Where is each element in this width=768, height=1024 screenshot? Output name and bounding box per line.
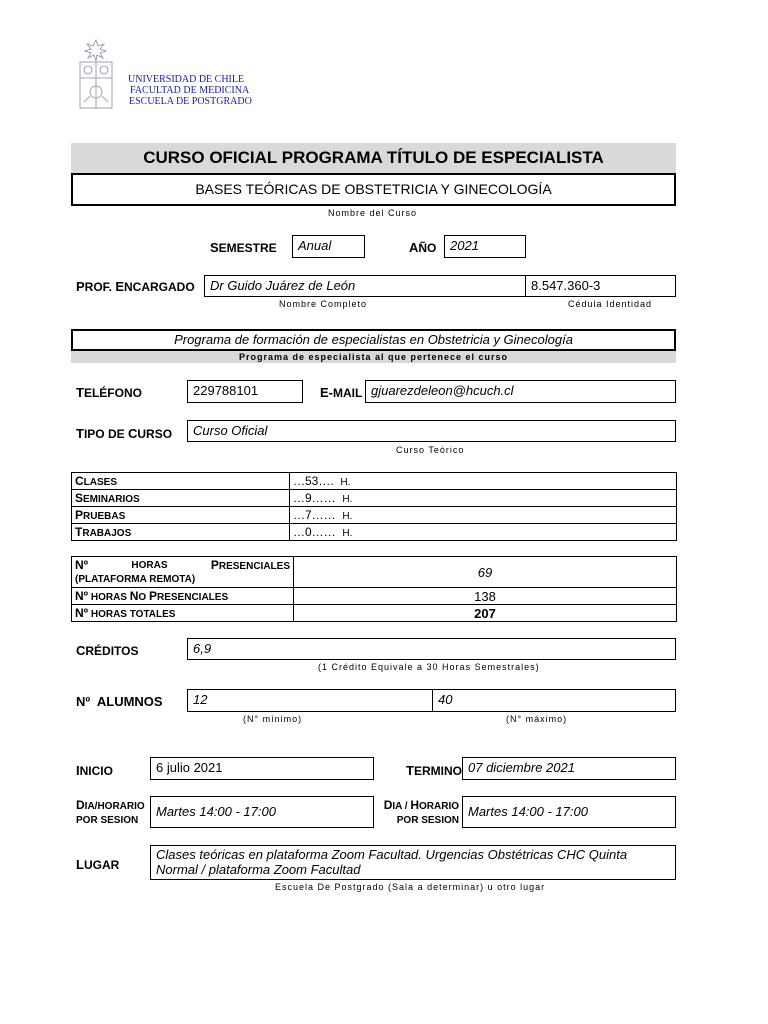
- students-min-caption: (N° mínimo): [243, 714, 303, 724]
- phone-field[interactable]: 229788101: [187, 380, 303, 403]
- activities-table: [71, 472, 677, 541]
- table-row: PRUEBAS …7…… H.: [72, 507, 677, 524]
- course-type-field[interactable]: Curso Oficial: [187, 420, 676, 442]
- program-value: Programa de formación de especialistas en Obstetricia y Ginecología: [174, 332, 573, 347]
- credits-field[interactable]: 6,9: [187, 638, 676, 660]
- hours-table: [71, 556, 677, 622]
- course-name: BASES TEÓRICAS DE OBSTETRICIA Y GINECOLOGÍA: [195, 181, 552, 197]
- institution-header: [128, 74, 252, 107]
- schedule-left-label: DIA/HORARIO POR SESION: [76, 798, 145, 826]
- schedule-right-label: DIA / HORARIO POR SESION: [383, 798, 459, 826]
- table-row: Nº HORAS PRESENCIALES (PLATAFORMA REMOTA) 69: [72, 557, 677, 588]
- start-field[interactable]: 6 julio 2021: [150, 757, 374, 780]
- program-caption-bar: Programa de especialista al que pertenece el curso: [71, 351, 676, 363]
- schedule-right-field[interactable]: Martes 14:00 - 17:00: [462, 796, 676, 828]
- students-label: Nº ALUMNOS: [76, 694, 163, 709]
- students-max-caption: (N° máximo): [506, 714, 568, 724]
- table-row: SEMINARIOS …9…… H.: [72, 490, 677, 507]
- course-name-caption: Nombre del Curso: [328, 208, 418, 218]
- year-label: AÑO: [409, 240, 437, 255]
- professor-id-caption: Cédula Identidad: [568, 299, 653, 309]
- students-max-field[interactable]: 40: [432, 689, 676, 712]
- course-name-box: [71, 173, 676, 206]
- place-line-1: Clases teóricas en plataforma Zoom Facultad. Urgencias Obstétricas CHC Quinta: [156, 847, 628, 862]
- email-label: E-MAIL: [320, 385, 363, 400]
- professor-label: PROF. ENCARGADO: [76, 279, 195, 294]
- semester-field[interactable]: Anual: [292, 235, 365, 258]
- place-caption: Escuela De Postgrado (Sala a determinar) u otro lugar: [275, 882, 546, 892]
- credits-label: CRÉDITOS: [76, 643, 139, 658]
- place-label: LUGAR: [76, 857, 120, 872]
- table-row: Nº HORAS NO PRESENCIALES 138: [72, 588, 677, 605]
- school-name: ESCUELA DE POSTGRADO: [129, 96, 252, 107]
- professor-id-field[interactable]: 8.547.360-3: [525, 275, 676, 297]
- faculty-name: FACULTAD DE MEDICINA: [130, 85, 250, 96]
- course-type-caption: Curso Teórico: [396, 445, 465, 455]
- table-row: Nº HORAS TOTALES 207: [72, 605, 677, 622]
- students-min-field[interactable]: 12: [187, 689, 433, 712]
- year-field[interactable]: 2021: [444, 235, 526, 258]
- course-type-label: TIPO DE CURSO: [76, 426, 173, 441]
- professor-name-caption: Nombre Completo: [279, 299, 368, 309]
- presential-hours-value: 69: [294, 557, 677, 588]
- end-field[interactable]: 07 diciembre 2021: [462, 757, 676, 780]
- semester-label: SEMESTRE: [210, 240, 277, 255]
- non-presential-hours-value: 138: [294, 588, 677, 605]
- university-logo: [78, 38, 114, 112]
- end-label: TERMINO: [406, 763, 462, 778]
- university-name: UNIVERSIDAD DE CHILE: [128, 74, 245, 85]
- total-hours-value: 207: [294, 605, 677, 622]
- phone-label: TELÉFONO: [76, 385, 142, 400]
- start-label: INICIO: [76, 763, 113, 778]
- program-box: [71, 329, 676, 351]
- schedule-left-field[interactable]: Martes 14:00 - 17:00: [150, 796, 374, 828]
- credits-caption: (1 Crédito Equivale a 30 Horas Semestrales): [318, 662, 540, 672]
- page-title: CURSO OFICIAL PROGRAMA TÍTULO DE ESPECIALISTA: [71, 143, 676, 173]
- place-field[interactable]: [150, 845, 676, 880]
- email-field[interactable]: gjuarezdeleon@hcuch.cl: [365, 380, 676, 403]
- professor-name-field[interactable]: Dr Guido Juárez de León: [204, 275, 526, 297]
- table-row: CLASES …53…. H.: [72, 473, 677, 490]
- table-row: TRABAJOS …0…… H.: [72, 524, 677, 541]
- place-line-2: Normal / plataforma Zoom Facultad: [156, 862, 361, 877]
